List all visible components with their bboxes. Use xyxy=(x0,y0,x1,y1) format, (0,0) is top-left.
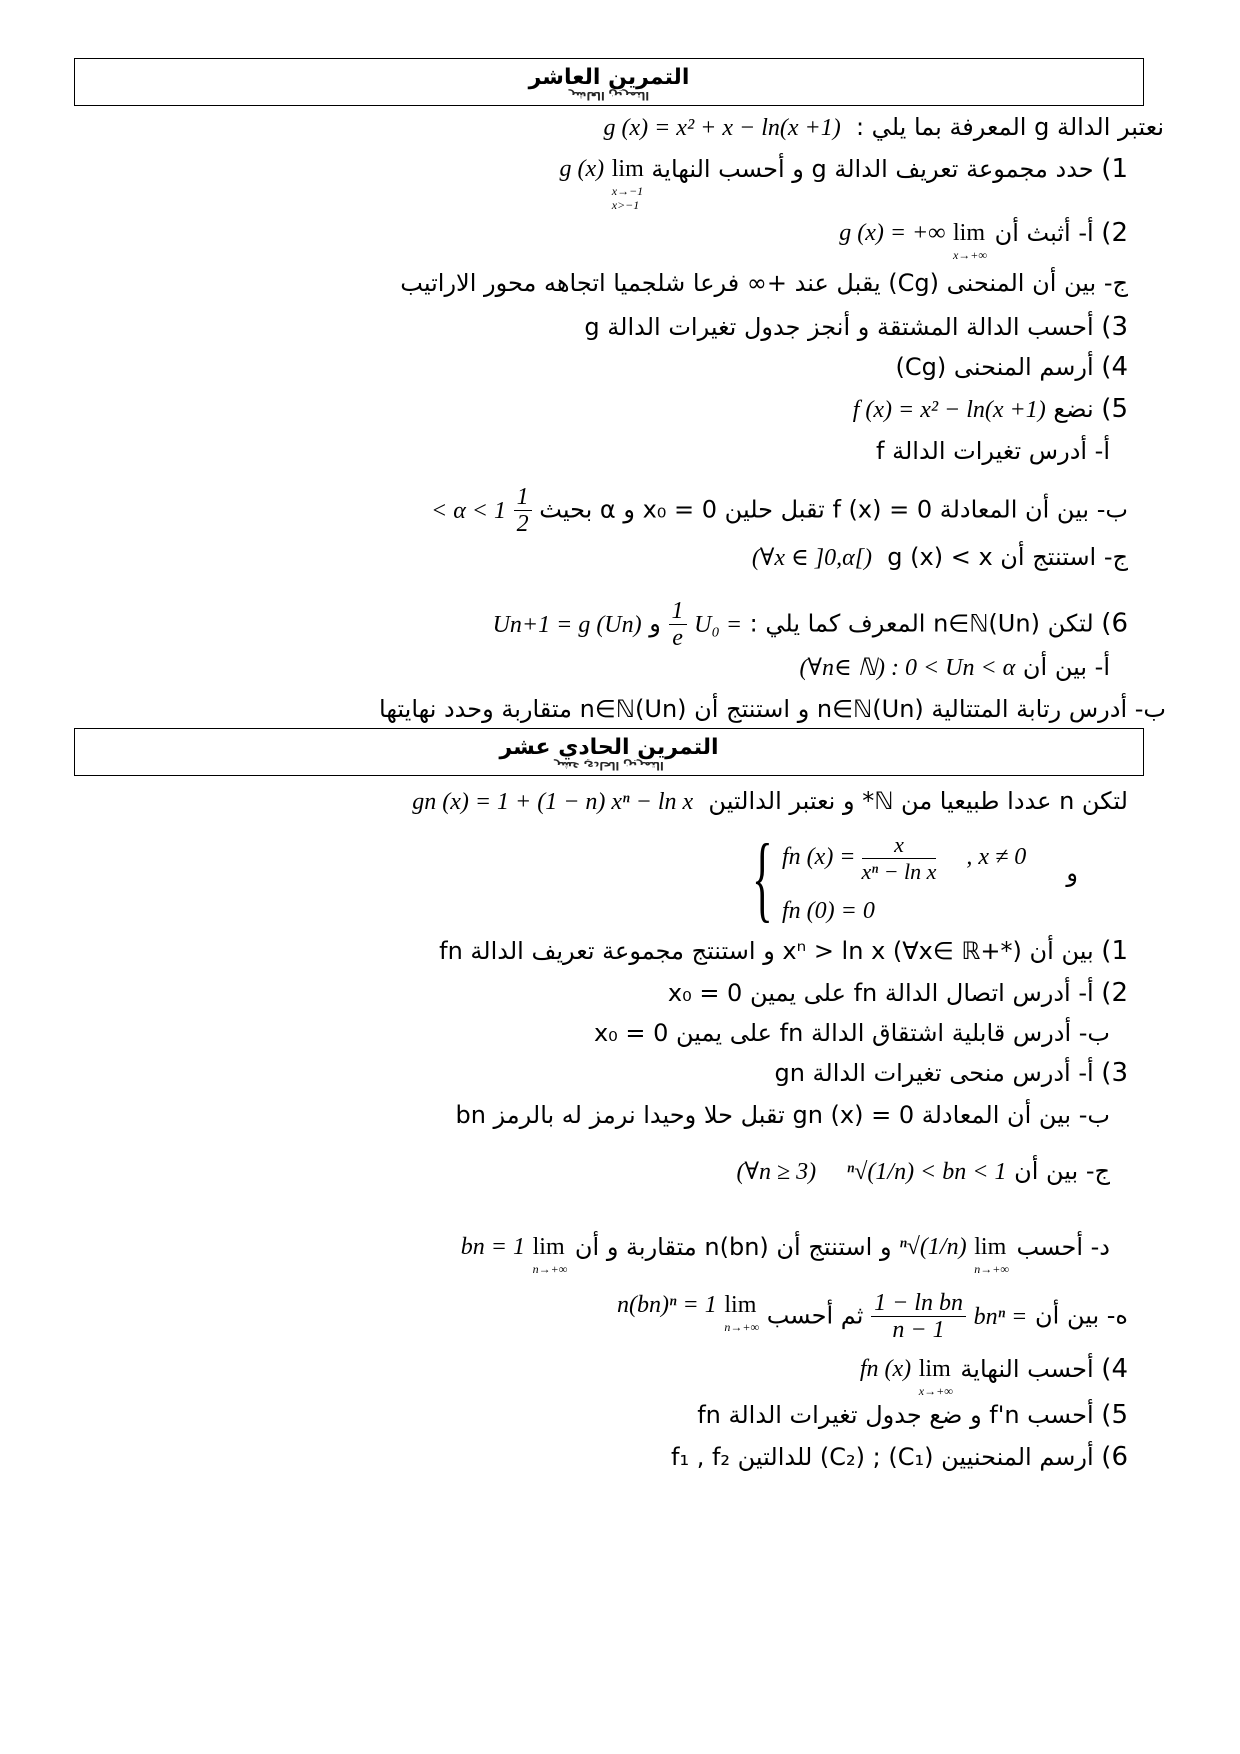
ex11-q3: 3) أ- أدرس منحى تغيرات الدالة gn xyxy=(774,1058,1128,1088)
ex10-g-definition: g (x) = x² + x − ln(x +1) xyxy=(603,115,841,141)
exercise-10-title-reflection: التمرين العاشر xyxy=(568,89,650,102)
exercise-10-title: التمرين العاشر xyxy=(528,65,690,90)
ex11-q2: 2) أ- أدرس اتصال الدالة fn على يمين x₀ = 0 xyxy=(667,978,1128,1008)
ex10-q6: 6) لتكن (Un)n∈ℕ المعرف كما يلي : U₀ = $\frac{1}{e}$ و Un+1 = g (Un) xyxy=(492,598,1128,651)
ex10-q4: 4) أرسم المنحنى (Cg) xyxy=(895,352,1128,382)
exercise-11-header xyxy=(74,728,1144,776)
ex10-q2c: ج- بين أن المنحنى (Cg) يقبل عند +∞ فرعا شلجميا اتجاهه محور الاراتيب xyxy=(400,269,1128,297)
ex10-q5a: أ- أدرس تغيرات الدالة f xyxy=(876,437,1110,465)
ex11-intro: لتكن n عددا طبيعيا من ℕ* و نعتبر الدالتين gn (x) = 1 + (1 − n) xⁿ − ln x xyxy=(412,787,1128,815)
ex11-q3e: ه- بين أن bnⁿ = $\frac{\text{1 − ln bn}}{n - 1}$ ثم أحسب lim n→+∞ n(bn)ⁿ = 1 xyxy=(617,1290,1128,1343)
ex11-q4: 4) أحسب النهاية lim x→+∞ fn (x) xyxy=(859,1354,1128,1398)
exercise-11-title-reflection: التمرين الحادي عشر xyxy=(554,759,664,772)
ex10-q3: 3) أحسب الدالة المشتقة و أنجز جدول تغيرات الدالة g xyxy=(584,312,1128,342)
ex10-q5c: ج- استنتج أن g (x) < x (∀x ∈ ]0,α[) xyxy=(751,543,1128,571)
fraction-one-over-e: $\frac{1}{e}$ xyxy=(669,598,687,651)
ex11-q3d: د- أحسب lim n→+∞ ⁿ√(1/n) و استنتج أن (bn)n متقاربة و أن lim n→+∞ bn = 1 xyxy=(460,1233,1110,1276)
ex10-q1: 1) حدد مجموعة تعريف الدالة g و أحسب النهاية lim x→−1 x>−1 g (x) xyxy=(559,154,1128,212)
ex11-q3b: ب- بين أن المعادلة gn (x) = 0 تقبل حلا وحيدا نرمز له بالرمز bn xyxy=(455,1101,1110,1129)
ex11-and: و xyxy=(1066,859,1078,887)
ex11-q3c: ج- بين أن ⁿ√(1/n) < bn < 1 (∀n ≥ 3) xyxy=(736,1157,1110,1185)
ex11-q2b: ب- أدرس قابلية اشتقاق الدالة fn على يمين x₀ = 0 xyxy=(593,1019,1110,1047)
limit-expression: lim x→−1 x>−1 xyxy=(611,156,644,212)
ex10-q5: 5) نضع f (x) = x² − ln(x +1) xyxy=(852,394,1128,424)
ex10-q5b: ب- بين أن المعادلة f (x) = 0 تقبل حلين x₀ = 0 و α بحيث $\frac{1}{2}$ < α < 1 xyxy=(431,484,1128,537)
fraction-one-half: $\frac{1}{2}$ xyxy=(514,484,532,537)
ex11-q6: 6) أرسم المنحنيين (C₁) ; (C₂) للدالتين f₁ , f₂ xyxy=(671,1442,1128,1472)
exercise-11-title: التمرين الحادي عشر xyxy=(499,735,719,760)
ex10-q2: 2) أ- أثبث أن lim x→+∞ g (x) = +∞ xyxy=(839,218,1128,262)
piecewise-definition: { fn (x) = $\frac{x}{\text{xⁿ − ln x}}$ , x ≠ 0 fn (0) = 0 xyxy=(752,824,1027,931)
ex10-q6b: ب- أدرس رتابة المتتالية (Un)n∈ℕ و استنتج أن (Un)n∈ℕ متقاربة وحدد نهايتها xyxy=(379,695,1166,723)
ex10-intro: نعتبر الدالة g المعرفة بما يلي : g (x) = x² + x − ln(x +1) xyxy=(603,113,1164,141)
ex10-q6a: أ- بين أن (∀n∈ ℕ) : 0 < Un < α xyxy=(799,653,1110,681)
exercise-10-header xyxy=(74,58,1144,106)
left-brace: { xyxy=(752,824,773,931)
ex11-q1: 1) بين أن xⁿ > ln x (∀x∈ ℝ+*) و استنتج مجموعة تعريف الدالة fn xyxy=(439,936,1128,966)
ex11-q5: 5) أحسب f'n و ضع جدول تغيرات الدالة fn xyxy=(697,1400,1128,1430)
